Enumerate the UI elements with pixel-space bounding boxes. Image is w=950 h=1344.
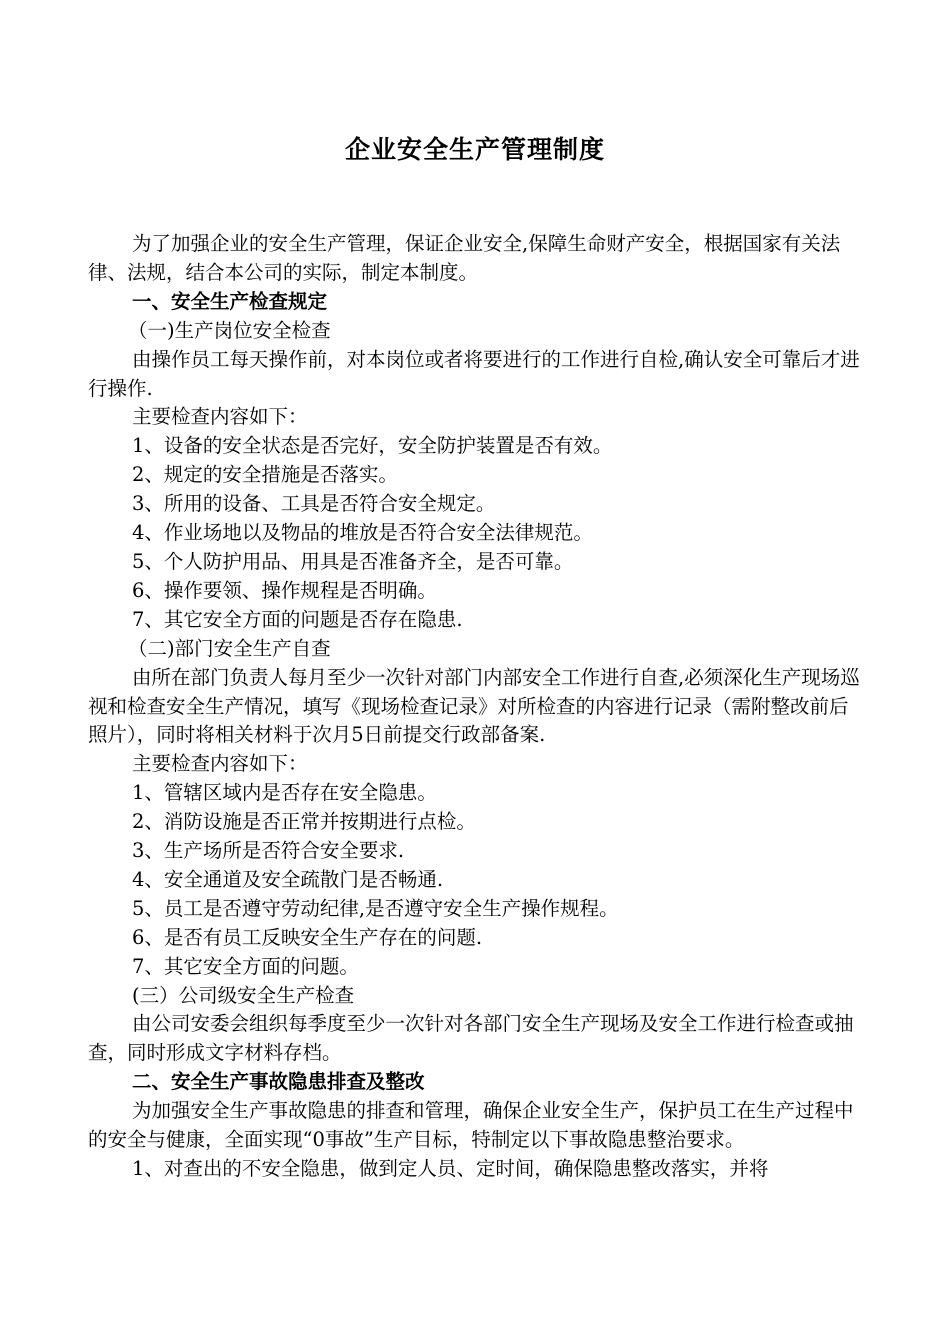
list-item: 2、消防设施是否正常并按期进行点检。 (132, 810, 476, 834)
subsection-heading-1: （一)生产岗位安全检查 (128, 318, 331, 342)
list-item: 5、个人防护用品、用具是否准备齐全，是否可靠。 (132, 549, 574, 573)
list-item: 3、生产场所是否符合安全要求. (132, 839, 405, 863)
body-paragraph: 由所在部门负责人每月至少一次针对部门内部安全工作进行自查,必须深化生产现场巡视和检查安全生产情况，填写《现场检查记录》对所检查的内容进行记录（需附整改前后照片），同时将相关材料于次月5日前提交行政部备案. (88, 665, 860, 747)
body-paragraph: 由操作员工每天操作前，对本岗位或者将要进行的工作进行自检,确认安全可靠后才进行操作. (88, 347, 860, 400)
list-item: 6、是否有员工反映安全生产存在的问题. (132, 925, 483, 949)
list-item: 7、其它安全方面的问题是否存在隐患. (132, 607, 463, 631)
list-item: 4、作业场地以及物品的堆放是否符合安全法律规范。 (132, 521, 593, 545)
document-title: 企业安全生产管理制度 (344, 135, 605, 164)
body-paragraph: 由公司安委会组织每季度至少一次针对各部门安全生产现场及安全工作进行检查或抽查，同时形成文字材料存档。 (88, 1012, 854, 1065)
section-heading-2: 二、安全生产事故隐患排查及整改 (132, 1070, 425, 1094)
list-item: 1、对查出的不安全隐患，做到定人员、定时间，确保隐患整改落实，并将 (132, 1157, 769, 1180)
list-item: 7、其它安全方面的问题。 (132, 954, 359, 978)
list-item: 1、设备的安全状态是否完好，安全防护装置是否有效。 (132, 434, 613, 458)
list-item: 1、管辖区域内是否存在安全隐患。 (132, 781, 437, 805)
subsection-heading-2: （二)部门安全生产自查 (128, 636, 331, 660)
list-item: 2、规定的安全措施是否落实。 (132, 463, 398, 487)
document-body (88, 230, 864, 1184)
list-item: 5、员工是否遵守劳动纪律,是否遵守安全生产操作规程。 (132, 896, 619, 920)
list-item: 6、操作要领、操作规程是否明确。 (132, 578, 437, 602)
list-intro: 主要检查内容如下： (132, 405, 308, 429)
list-item: 4、安全通道及安全疏散门是否畅通. (132, 867, 444, 891)
section-heading-1: 一、安全生产检查规定 (132, 289, 328, 313)
list-intro: 主要检查内容如下： (132, 752, 308, 776)
intro-paragraph: 为了加强企业的安全生产管理，保证企业安全,保障生命财产安全，根据国家有关法律、法规，结合本公司的实际，制定本制度。 (88, 232, 841, 284)
subsection-heading-3: (三）公司级安全生产检查 (132, 983, 355, 1007)
list-item: 3、所用的设备、工具是否符合安全规定。 (132, 492, 496, 516)
body-paragraph: 为加强安全生产事故隐患的排查和管理，确保企业安全生产，保护员工在生产过程中的安全与健康，全面实现“0事故”生产目标，特制定以下事故隐患整治要求。 (88, 1099, 854, 1152)
